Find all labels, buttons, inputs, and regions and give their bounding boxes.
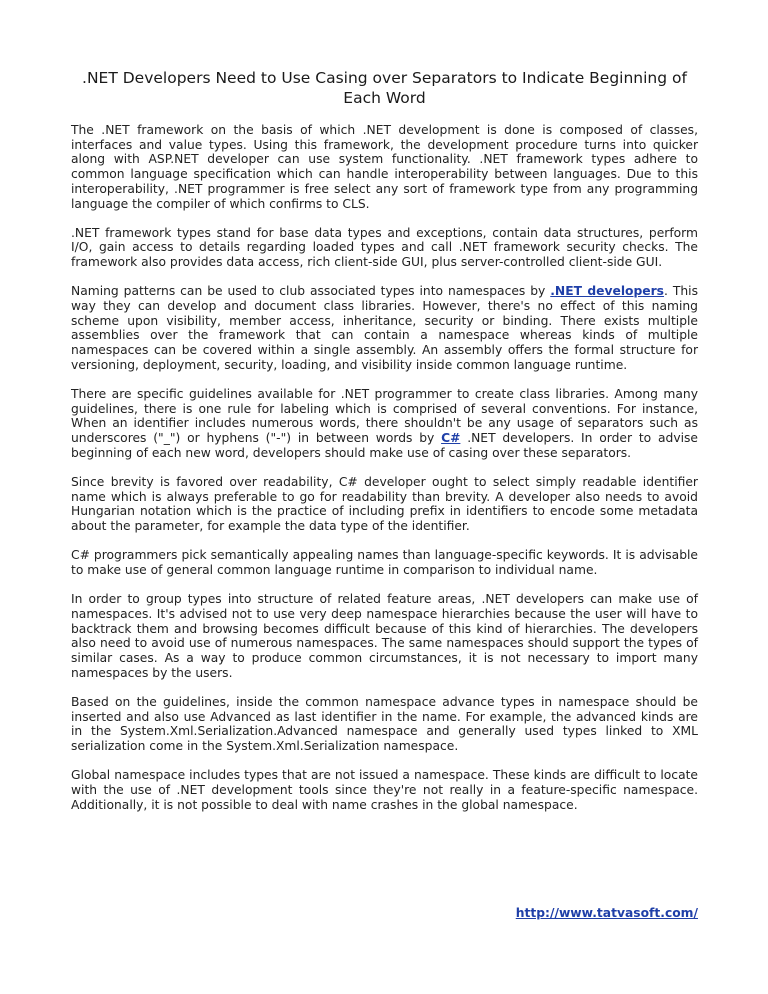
paragraph-3 (71, 284, 698, 372)
paragraph-5: Since brevity is favored over readability, C# developer ought to select simply readable identifier name which is always preferable to go for readability than brevity. A developer also needs to avoid Hungarian notation which is the practice of including prefix in identifiers to encode some metadata about the parameter, for example the data type of the identifier. (71, 475, 698, 534)
paragraph-8: Based on the guidelines, inside the common namespace advance types in namespace should be inserted and also use Advanced as last identifier in the name. For example, the advanced kinds are in the System.Xml.Serialization.Advanced namespace and generally used types linked to XML serialization come in the System.Xml.Serialization namespace. (71, 695, 698, 754)
paragraph-2: .NET framework types stand for base data types and exceptions, contain data structures, perform I/O, gain access to details regarding loaded types and call .NET framework security checks. The framework also provides data access, rich client-side GUI, plus server-controlled client-side GUI. (71, 225, 698, 270)
paragraph-3-before: Naming patterns can be used to club associated types into namespaces by (71, 284, 551, 299)
document-title: .NET Developers Need to Use Casing over Separators to Indicate Beginning of Each Word (82, 69, 687, 107)
paragraph-9: Global namespace includes types that are not issued a namespace. These kinds are difficult to locate with the use of .NET development tools since they're not really in a feature-specific namespace. Additionally, it is not possible to deal with name crashes in the global namespace. (71, 768, 698, 812)
document-page (71, 68, 698, 827)
paragraph-4 (71, 387, 698, 461)
paragraph-4-after: .NET developers. In order to advise beginning of each new word, developers should make use of casing over these separators. (71, 431, 698, 460)
paragraph-3-after: . This way they can develop and document class libraries. However, there's no effect of this naming scheme upon visibility, member access, inheritance, security or binding. There exists multiple assemblies over the framework that can contain a namespace whereas kinds of multiple namespaces can be covered within a single assembly. An assembly offers the formal structure for versioning, deployment, security, loading, and visibility inside common language runtime. (71, 284, 698, 372)
csharp-link[interactable]: C# (441, 431, 461, 446)
dotnet-developers-link[interactable]: .NET developers (550, 284, 665, 299)
footer-website-link[interactable]: http://www.tatvasoft.com/ (515, 906, 698, 920)
paragraph-4-before: There are specific guidelines available for .NET programmer to create class libraries. Among many guidelines, there is one rule for labeling which is comprised of several conventions. For instance, When an identifier includes numerous words, there shouldn't be any usage of separators such as underscores ("_") or hyphens ("-") in between words by (71, 387, 698, 446)
paragraph-7: In order to group types into structure of related feature areas, .NET developers can make use of namespaces. It's advised not to use very deep namespace hierarchies because the user will have to backtrack them and browsing becomes difficult because of this kind of hierarchies. The developers also need to avoid use of numerous namespaces. The same namespaces should support the types of similar cases. As a way to produce common circumstances, it is not necessary to import many namespaces by the users. (71, 592, 698, 680)
paragraph-1: The .NET framework on the basis of which .NET development is done is composed of classes, interfaces and value types. Using this framework, the development procedure turns into quicker along with ASP.NET developer can use system functionality. .NET framework types adhere to common language specification which can handle interoperability between languages. Due to this interoperability, .NET programmer is free select any sort of framework type from any programming language the compiler of which confirms to CLS. (71, 123, 698, 211)
paragraph-6: C# programmers pick semantically appealing names than language-specific keywords. It is advisable to make use of general common language runtime in comparison to individual name. (71, 548, 698, 578)
